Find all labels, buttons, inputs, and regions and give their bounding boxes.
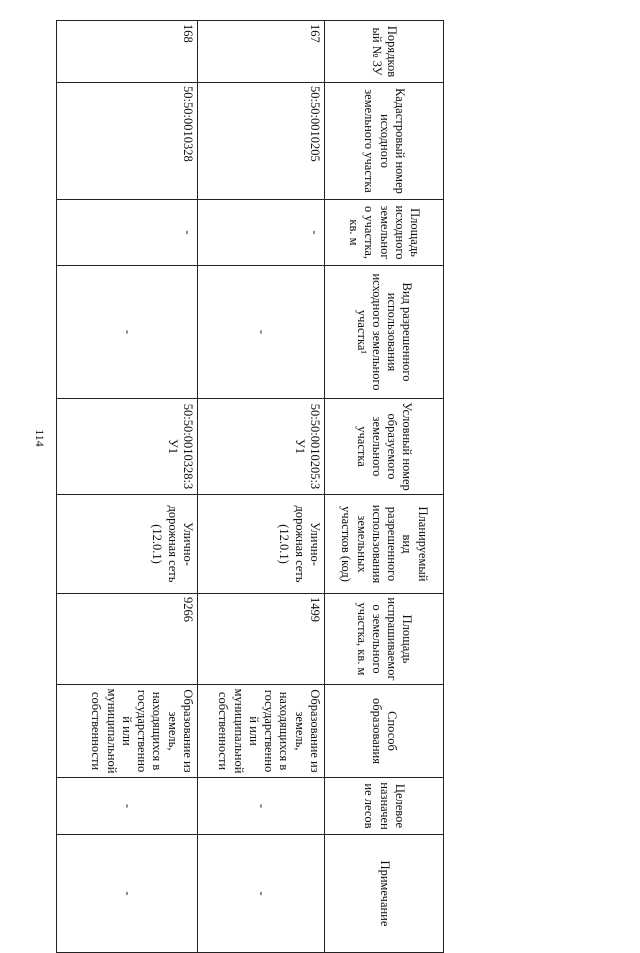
table-header-row xyxy=(325,21,444,953)
cell-method: Образование из земель, находящихся в государственной или муниципальной собственности xyxy=(57,685,198,778)
cell-planned-use: Улично-дорожная сеть (12.0.1) xyxy=(198,495,325,594)
cell-num: 168 xyxy=(57,21,198,83)
header-cell: Вид разрешенного использования исходного земельного участка¹ xyxy=(325,266,444,399)
cell-method: Образование из земель, находящихся в государственной или муниципальной собственности xyxy=(198,685,325,778)
cell-forest: - xyxy=(198,778,325,835)
cell-planned-use: Улично-дорожная сеть (12.0.1) xyxy=(57,495,198,594)
cell-area-src: - xyxy=(198,200,325,266)
header-cell: Кадастровый номер исходного земельного участка xyxy=(325,83,444,200)
cell-use-src: - xyxy=(198,266,325,399)
cell-num: 167 xyxy=(198,21,325,83)
table-row xyxy=(57,21,198,953)
header-cell: Условный номер образуемого земельного участка xyxy=(325,399,444,495)
cell-cadastral: 50:50:0010328 xyxy=(57,83,198,200)
cell-cond-num: 50:50:0010328:ЗУ1 xyxy=(57,399,198,495)
land-plots-table xyxy=(56,20,444,953)
header-cell: Примечание xyxy=(325,835,444,953)
cell-cadastral: 50:50:0010205 xyxy=(198,83,325,200)
header-cell: Целевое назначение лесов xyxy=(325,778,444,835)
header-cell: Планируемый вид разрешенного использования земельных участков (код) xyxy=(325,495,444,594)
table-row xyxy=(198,21,325,953)
cell-area-src: - xyxy=(57,200,198,266)
header-cell: Площадь исходного земельного участка, кв. м xyxy=(325,200,444,266)
cell-forest: - xyxy=(57,778,198,835)
cell-cond-num: 50:50:0010205:ЗУ1 xyxy=(198,399,325,495)
page-number: 114 xyxy=(33,429,47,447)
cell-note: - xyxy=(57,835,198,953)
rotated-table-frame xyxy=(57,20,444,927)
cell-use-src: - xyxy=(57,266,198,399)
header-cell: Порядковый № ЗУ xyxy=(325,21,444,83)
cell-area-req: 1499 xyxy=(198,594,325,685)
header-cell: Площадь испрашиваемого земельного участка, кв. м xyxy=(325,594,444,685)
cell-note: - xyxy=(198,835,325,953)
header-cell: Способ образования xyxy=(325,685,444,778)
cell-area-req: 9266 xyxy=(57,594,198,685)
